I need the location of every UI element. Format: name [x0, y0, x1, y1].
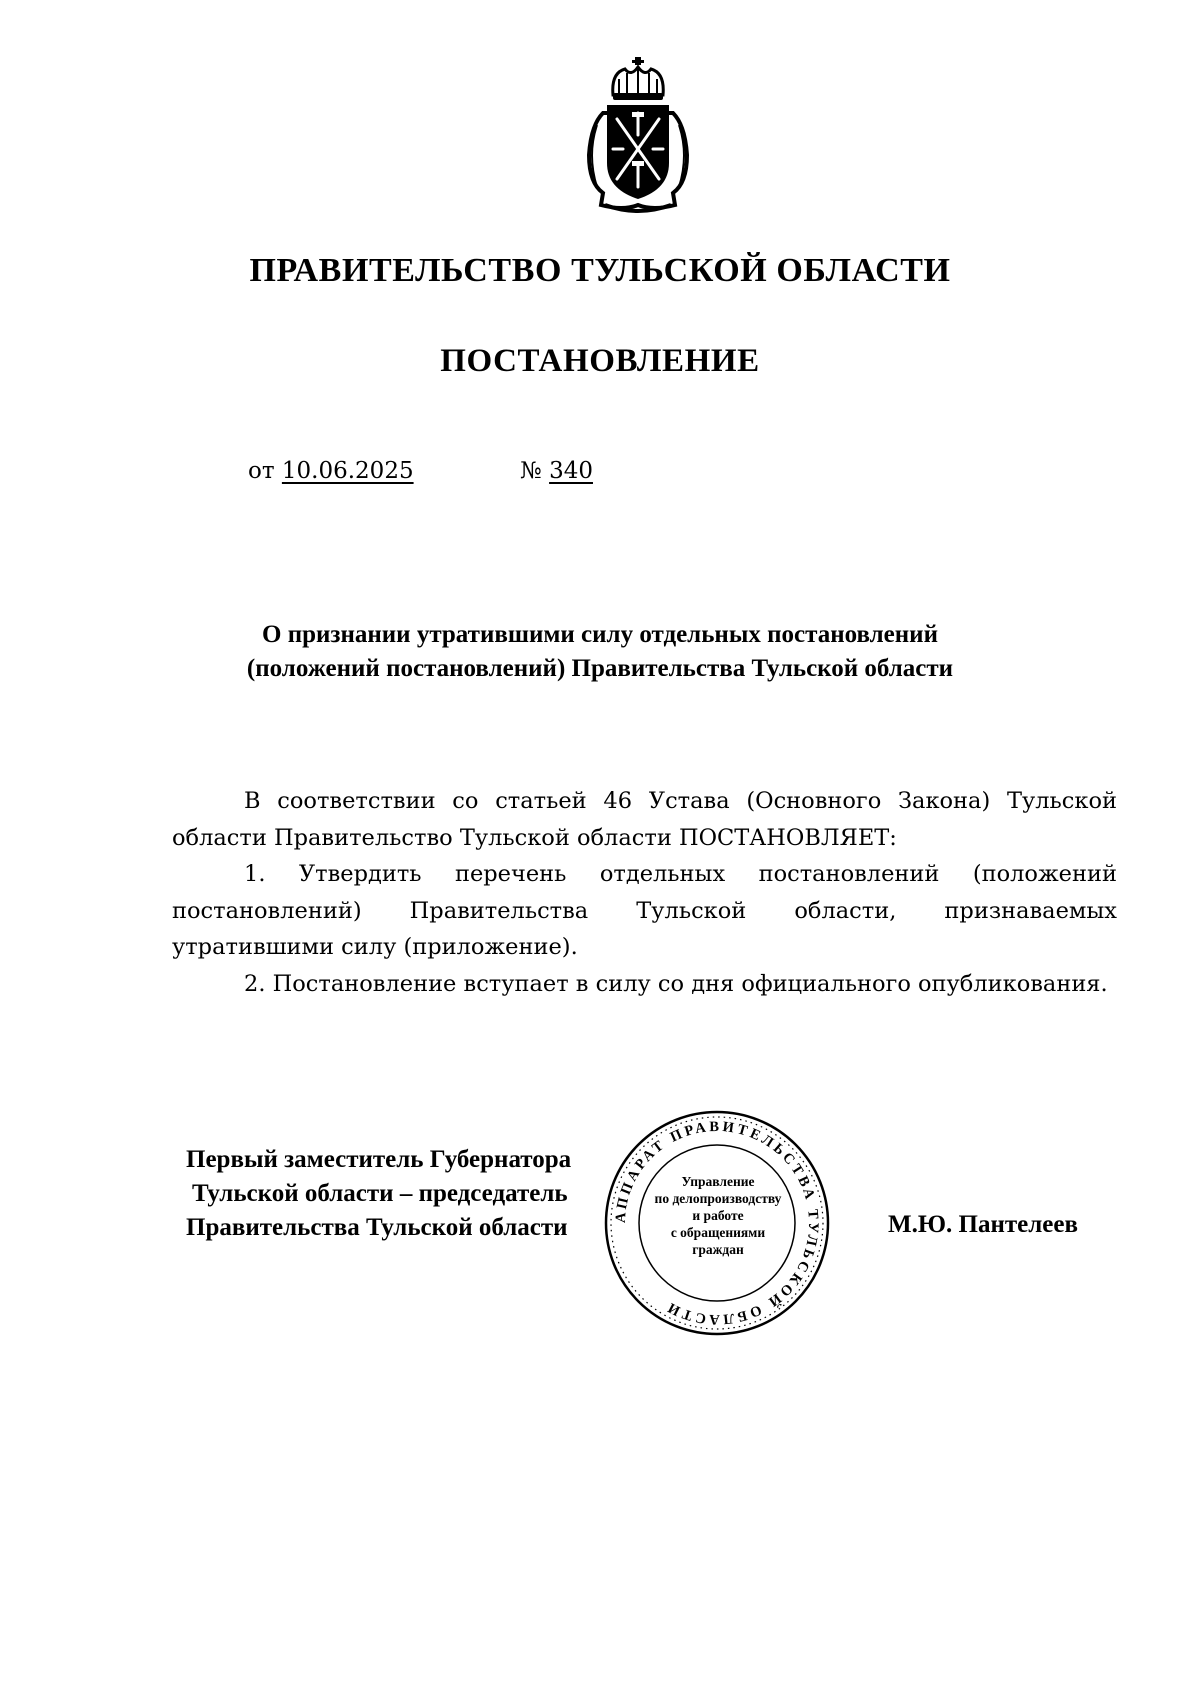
- stamp-line: и работе: [692, 1208, 744, 1223]
- date-prefix: от: [248, 458, 275, 484]
- position-line: Правительства Тульской области: [186, 1214, 568, 1241]
- stamp-line: по делопроизводству: [654, 1191, 782, 1206]
- signatory-position: [186, 1143, 571, 1245]
- stamp-line: с обращениями: [670, 1225, 766, 1240]
- document-number-group: [520, 458, 593, 484]
- document-body: [172, 783, 1117, 1002]
- document-subject: [150, 618, 1050, 686]
- subject-line: О признании утратившими силу отдельных постановлений: [262, 621, 938, 648]
- coat-of-arms-icon: [583, 55, 693, 215]
- body-paragraph: 1. Утвердить перечень отдельных постановлений (положений постановлений) Правительства Тульской области, признаваемых утратившими силу (приложение).: [172, 861, 1117, 960]
- position-line: Тульской области – председатель: [192, 1180, 568, 1207]
- signatory-name: М.Ю. Пантелеев: [888, 1211, 1078, 1238]
- body-paragraph: 2. Постановление вступает в силу со дня официального опубликования.: [244, 970, 1108, 997]
- document-meta: [248, 458, 593, 484]
- number-prefix: №: [520, 458, 542, 484]
- position-line: Первый заместитель Губернатора: [186, 1146, 572, 1173]
- stamp-line: Управление: [681, 1174, 755, 1189]
- document-date: 10.06.2025: [281, 458, 414, 484]
- crown-icon: [613, 57, 664, 100]
- document-number: 340: [549, 458, 593, 484]
- organization-title: ПРАВИТЕЛЬСТВО ТУЛЬСКОЙ ОБЛАСТИ: [249, 252, 951, 289]
- stamp-line: граждан: [692, 1242, 744, 1257]
- subject-line: (положений постановлений) Правительства Тульской области: [246, 655, 954, 682]
- body-paragraph: В соответствии со статьей 46 Устава (Основного Закона) Тульской области Правительство Тульской области ПОСТАНОВЛЯЕТ:: [172, 788, 1117, 851]
- document-type-title: ПОСТАНОВЛЕНИЕ: [440, 343, 760, 379]
- stamp-inner-text: [638, 1173, 798, 1258]
- stamp-ring-text: АППАРАТ ПРАВИТЕЛЬСТВА ТУЛЬСКОЙ ОБЛАСТИ: [612, 1118, 822, 1328]
